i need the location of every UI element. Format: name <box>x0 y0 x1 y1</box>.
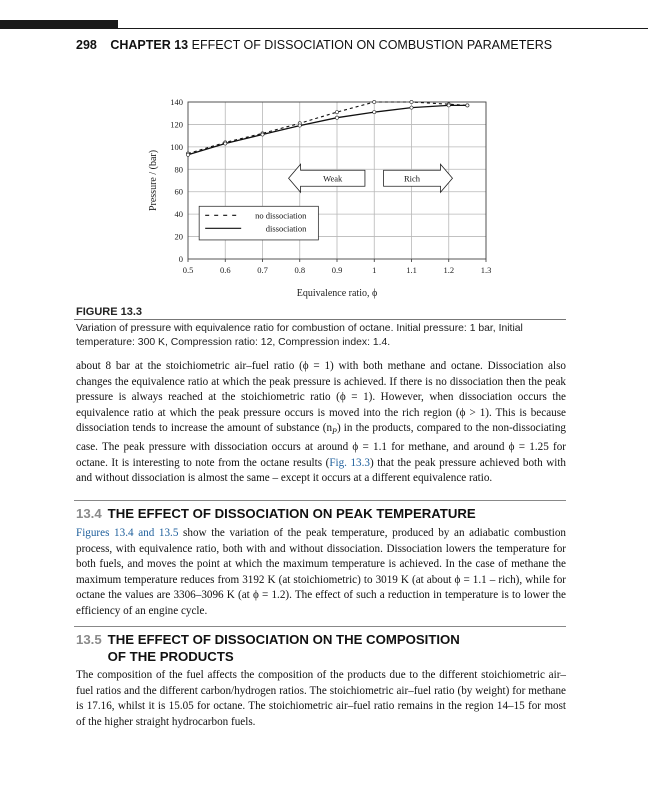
y-tick-label: 20 <box>174 231 183 242</box>
data-point <box>373 110 376 113</box>
figure-label: FIGURE 13.3 <box>76 306 143 318</box>
x-tick-label: 0.8 <box>294 265 306 275</box>
paragraph-peak-temperature <box>76 526 566 620</box>
y-tick-label: 40 <box>174 209 183 220</box>
y-tick-label: 100 <box>170 141 183 152</box>
x-tick-label: 1 <box>372 265 377 275</box>
chart-annotations <box>199 164 452 240</box>
x-tick-label: 1.1 <box>406 265 417 275</box>
x-tick-label: 1.3 <box>480 265 492 275</box>
data-point <box>410 100 413 103</box>
series-line-dissociation <box>188 105 467 154</box>
y-tick-label: 0 <box>178 254 183 264</box>
figure-13-3-link[interactable]: Fig. 13.3 <box>329 456 370 469</box>
x-tick-label: 0.6 <box>219 265 231 275</box>
data-point <box>224 142 227 145</box>
weak-arrow-label: Weak <box>323 173 343 184</box>
chart-series <box>186 100 469 156</box>
y-tick-label: 80 <box>174 164 183 175</box>
section-title <box>108 631 460 665</box>
section-number: 13.5 <box>76 632 102 647</box>
series-line-no-dissociation <box>188 102 467 154</box>
legend-label: dissociation <box>265 223 307 234</box>
data-point <box>447 104 450 107</box>
data-point <box>261 133 264 136</box>
paragraph-composition: The composition of the fuel affects the composition of the products due to the different stoichiometric air–fuel ratios and the different carbon/hydrogen ratios. The stoichiometric air–fuel ratio (by weight) for methane is 17.16, whilst it is 15.05 for octane. The stoichiometric air–fuel ratio remains in the region 14–15 for most of the higher straight hydrocarbon fuels. <box>76 669 566 728</box>
figure-caption: Variation of pressure with equivalence ratio for combustion of octane. Initial pressure: 1 bar, Initial temperature: 300 K, Compression ratio: 12, Compression index: 1.4. <box>76 323 523 348</box>
y-tick-label: 140 <box>170 97 183 107</box>
rich-arrow-label: Rich <box>403 173 421 184</box>
y-tick-label: 60 <box>174 186 183 197</box>
section-title-line-2: OF THE PRODUCTS <box>107 649 234 664</box>
page-number: 298 <box>76 38 97 52</box>
figures-13-4-13-5-link[interactable]: Figures 13.4 and 13.5 <box>76 527 179 539</box>
x-tick-label: 1.2 <box>443 265 455 275</box>
paragraph-text: ) in the products, compared to the non-dissociating case. The peak pressure with dissociation occurs at around ϕ = 1.1 for methane, and around ϕ = 1.25 for octane. It is interesting to note from the octane results ( <box>76 422 566 469</box>
legend-label: no dissociation <box>255 210 307 221</box>
data-point <box>466 104 469 107</box>
chapter-title: EFFECT OF DISSOCIATION ON COMBUSTION PARAMETERS <box>191 38 553 52</box>
paragraph-text: show the variation of the peak temperature, produced by an adiabatic combustion process, with equivalence ratio, both with and without dissociation. Dissociation lowers the temperature for both fuels, and moves the point at which the maximum temperature is achieved. In the case of methane the maximum temperature reduces from 3192 K (at stoichiometric) to 3019 K (at about ϕ = 1.1 – rich), while for octane the values are 3306–3096 K (at ϕ = 1.2). The effect of such a reduction in temperature is to lower the efficiency of an engine cycle. <box>76 527 566 617</box>
running-head <box>76 38 552 52</box>
x-axis-label: Equivalence ratio, ϕ <box>296 288 378 299</box>
section-title-line-1: THE EFFECT OF DISSOCIATION ON THE COMPOSITION <box>107 632 460 647</box>
y-tick-label: 120 <box>170 119 183 130</box>
pressure-chart <box>140 92 520 304</box>
figure-rule <box>74 319 566 320</box>
header-rule <box>118 28 648 29</box>
section-rule <box>74 626 566 627</box>
chapter-number: CHAPTER 13 <box>110 38 189 52</box>
section-heading-13-5 <box>76 631 566 665</box>
section-number: 13.4 <box>76 506 102 521</box>
chart-tick-labels <box>148 97 491 299</box>
data-point <box>410 106 413 109</box>
paragraph-dissociation-pressure <box>76 359 566 487</box>
paragraph-subscript: P <box>332 427 337 437</box>
data-point <box>335 110 338 113</box>
y-axis-label: Pressure / (bar) <box>148 149 159 212</box>
section-heading-13-4 <box>76 505 566 522</box>
x-tick-label: 0.9 <box>331 265 343 275</box>
data-point <box>335 116 338 119</box>
data-point <box>186 153 189 156</box>
paragraph-text: about 8 bar at the stoichiometric air–fuel ratio (ϕ = 1) with both methane and octane. Dissociation also changes the equivalence ratio at which the peak pressure is achieved. If there is no dissociation then the peak pressure is always reached at the stoichiometric ratio (ϕ = 1). However, when dissociation occurs the equivalence ratio at which the peak pressure occurs is moved into the rich region (ϕ > 1). This is because dissociation tends to increase the amount of substance (n <box>76 360 566 435</box>
x-tick-label: 0.5 <box>182 265 194 275</box>
data-point <box>298 124 301 127</box>
x-tick-label: 0.7 <box>257 265 268 275</box>
section-title: THE EFFECT OF DISSOCIATION ON PEAK TEMPERATURE <box>107 506 476 521</box>
paragraph-text: ) that the peak pressure achieved both with and without dissociation is almost the same – except it occurs at a different equivalence ratio. <box>76 456 567 485</box>
header-bar <box>0 20 118 29</box>
data-point <box>373 100 376 103</box>
section-rule <box>74 500 566 501</box>
